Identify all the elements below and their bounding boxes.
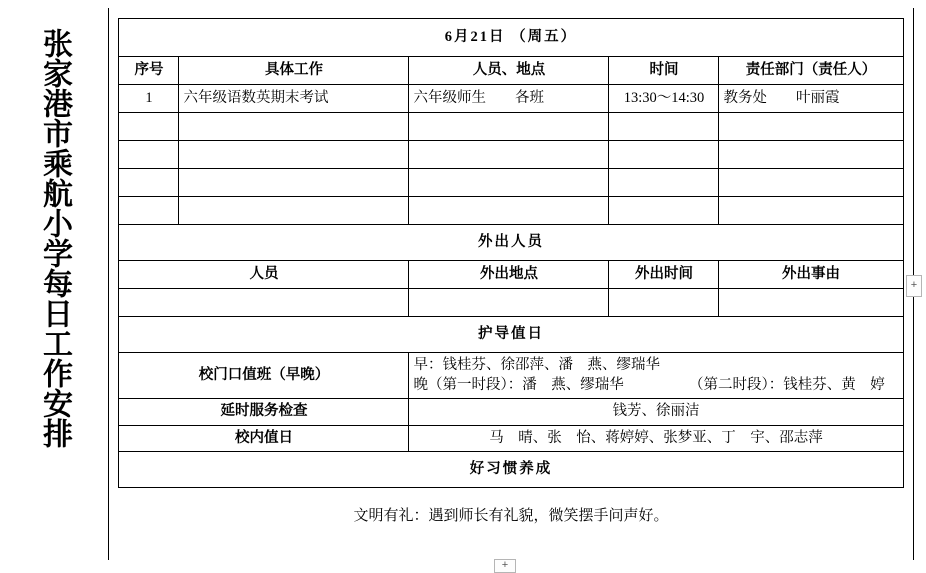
schedule-cell-time [609,113,719,141]
schedule-cell-no [119,113,179,141]
outing-header-reason: 外出事由 [719,261,903,289]
schedule-cell-people-place [409,169,609,197]
outing-header-time: 外出时间 [609,261,719,289]
schedule-cell-no [119,141,179,169]
schedule-cell-time [609,197,719,225]
schedule-cell-people-place [409,113,609,141]
schedule-header-dept: 责任部门（责任人） [719,57,903,85]
schedule-cell-work: 六年级语数英期末考试 [179,85,409,113]
main-title: 6月21日 （周五） [119,19,903,57]
outing-header-place: 外出地点 [409,261,609,289]
schedule-cell-people-place [409,197,609,225]
vertical-document-title: 张家港市乘航小学每日工作安排 [38,28,71,448]
outing-cell-people [119,289,409,317]
schedule-cell-dept [719,141,903,169]
schedule-cell-work [179,197,409,225]
duty-label-delay: 延时服务检查 [119,399,409,426]
schedule-header-work: 具体工作 [179,57,409,85]
table-row [119,113,903,141]
schedule-cell-no [119,169,179,197]
schedule-cell-time: 13:30～14:30 [609,85,719,113]
duty-label-campus: 校内值日 [119,425,409,452]
habit-text: 文明有礼：遇到师长有礼貌，微笑摆手问声好。 [353,508,669,525]
table-row [119,289,903,317]
duty-section-title: 护导值日 [119,317,903,353]
schedule-cell-dept [719,169,903,197]
outing-header-people: 人员 [119,261,409,289]
habit-section-title: 好习惯养成 [119,452,903,488]
outing-cell-time [609,289,719,317]
outing-section-title: 外出人员 [119,225,903,261]
schedule-cell-work [179,113,409,141]
expand-right-button[interactable]: + [906,275,922,297]
outing-cell-reason [719,289,903,317]
table-row [119,85,903,113]
schedule-cell-dept: 教务处 叶丽霞 [719,85,903,113]
table-row [119,197,903,225]
table-title-row [119,19,903,57]
schedule-cell-no: 1 [119,85,179,113]
schedule-header-time: 时间 [609,57,719,85]
duty-content-gate [409,353,903,399]
duty-gate-morning: 早：钱桂芬、徐邵萍、潘 燕、缪瑞华 [413,357,660,373]
table-row [119,169,903,197]
duty-row-campus [119,425,903,452]
schedule-cell-dept [719,197,903,225]
duty-section-title-row [119,317,903,353]
daily-work-table [118,18,903,488]
duty-content-campus: 马 晴、张 怡、蒋婷婷、张梦亚、丁 宇、邵志萍 [409,425,903,452]
schedule-cell-time [609,169,719,197]
duty-gate-evening: 晚（第一时段）：潘 燕、缪瑞华 （第二时段）：钱桂芬、黄 婷 [413,376,885,393]
document-sheet [108,8,914,560]
schedule-cell-people-place: 六年级师生 各班 [409,85,609,113]
schedule-header-no: 序号 [119,57,179,85]
duty-content-delay: 钱芳、徐丽洁 [409,399,903,426]
outing-section-title-row [119,225,903,261]
schedule-cell-no [119,197,179,225]
schedule-cell-dept [719,113,903,141]
table-row [119,141,903,169]
habit-section-title-row [119,452,903,488]
schedule-cell-people-place [409,141,609,169]
schedule-cell-time [609,141,719,169]
duty-label-gate: 校门口值班（早晚） [119,353,409,399]
schedule-cell-work [179,141,409,169]
schedule-header-people-place: 人员、地点 [409,57,609,85]
schedule-cell-work [179,169,409,197]
expand-bottom-button[interactable]: + [494,559,516,573]
outing-header-row [119,261,903,289]
outing-cell-place [409,289,609,317]
schedule-header-row [119,57,903,85]
duty-row-delay [119,399,903,426]
duty-row-gate [119,353,903,399]
